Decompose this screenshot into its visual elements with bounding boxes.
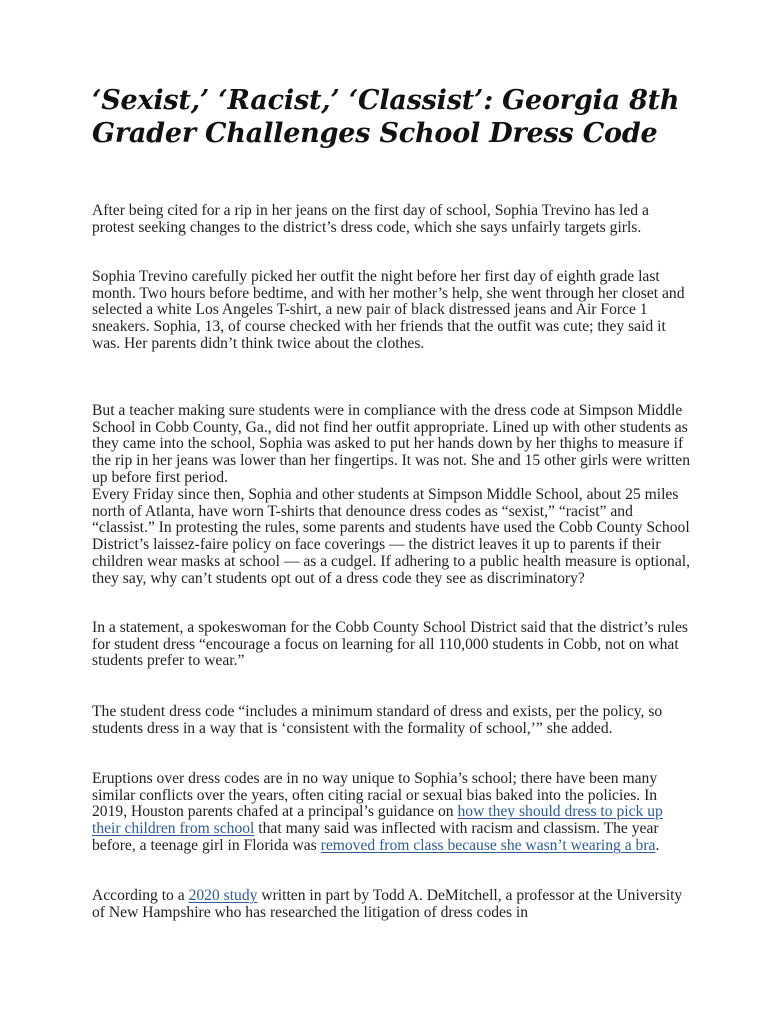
paragraph-text: written in part by Todd A. DeMitchell, a professor at the University of New Hampshire who has researched the litigation of dress codes in	[92, 887, 683, 921]
paragraph-statement: In a statement, a spokeswoman for the Cobb County School District said that the district’s rules for student dress “encourage a focus on learning for all 110,000 students in Cobb, not on what students prefer to wear.”	[92, 619, 688, 670]
article-headline: ‘Sexist,’ ‘Racist,’ ‘Classist’: Georgia 8th Grader Challenges School Dress Code	[92, 85, 680, 149]
paragraph-text: According to a	[92, 887, 189, 904]
paragraph-study	[92, 888, 692, 921]
link-florida-bra[interactable]: removed from class because she wasn’t wearing a bra	[320, 836, 656, 854]
paragraph-outfit: Sophia Trevino carefully picked her outfit the night before her first day of eighth grade last month. Two hours before bedtime, and with her mother’s help, she went through her closet and selected a white Los Angeles T-shirt, a new pair of black distressed jeans and Air Force 1 sneakers. Sophia, 13, of course checked with her friends that the outfit was cute; they said it was. Her parents didn’t think twice about the clothes.	[92, 268, 685, 352]
paragraph-fridays: Every Friday since then, Sophia and other students at Simpson Middle School, about 25 miles north of Atlanta, have worn T-shirts that denounce dress codes as “sexist,” “racist” and “classist.” In protesting the rules, some parents and students have used the Cobb County School District’s laissez-faire policy on face coverings — the district leaves it up to parents if their children wear masks at school — as a cudgel. If adhering to a public health measure is optional, they say, why can’t students opt out of a dress code they see as discriminatory?	[92, 486, 691, 587]
paragraph-teacher: But a teacher making sure students were in compliance with the dress code at Simpson Middle School in Cobb County, Ga., did not find her outfit appropriate. Lined up with other students as they came into the school, Sophia was asked to put her hands down by her thighs to measure if the rip in her jeans was lower than her fingertips. It was not. She and 15 other girls were written up before first period.	[92, 402, 691, 486]
paragraph-text: Eruptions over dress codes are in no way unique to Sophia’s school; there have been many similar conflicts over the years, often citing racial or sexual bias baked into the policies. In 2019, Houston parents chafed at a principal’s guidance on	[92, 770, 658, 821]
paragraph-dress-standard: The student dress code “includes a minimum standard of dress and exists, per the policy, so students dress in a way that is ‘consistent with the formality of school,’” she added.	[92, 703, 663, 737]
link-houston-dress-guidance[interactable]: how they should dress to pick up their children from school	[92, 803, 663, 838]
paragraph-eruptions	[92, 771, 692, 855]
article-dek: After being cited for a rip in her jeans on the first day of school, Sophia Trevino has led a protest seeking changes to the district’s dress code, which she says unfairly targets girls.	[92, 202, 649, 236]
paragraph-text: that many said was inflected with racism and classism. The year before, a teenage girl in Florida was	[92, 820, 659, 854]
link-2020-study[interactable]: 2020 study	[188, 887, 258, 904]
paragraph-text: .	[655, 836, 660, 854]
